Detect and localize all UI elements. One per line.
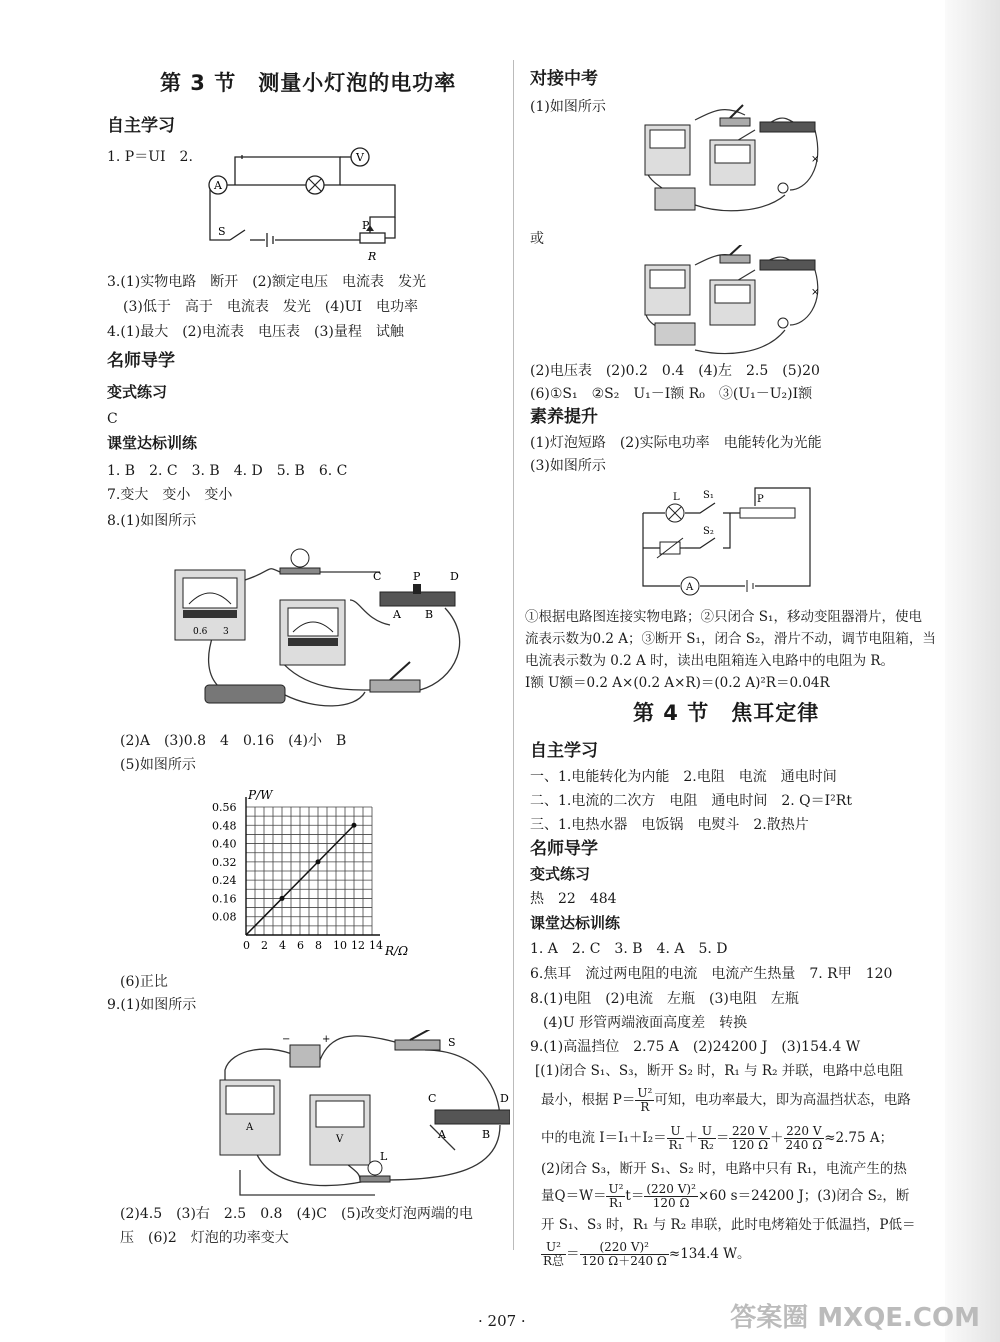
svg-text:×: × xyxy=(811,287,820,298)
explain-e5: 量Q＝W＝ $\frac{\text{U²}}{\text{R₁}}$ t＝ $\frac{\text{(220 V)²}}{120 \Omega}$ ×60 s＝24200 J；(3)闭合 S₂，断 xyxy=(541,1182,910,1210)
svg-text:V: V xyxy=(356,151,364,164)
page-edge-shadow xyxy=(945,0,1000,1342)
heading-bianshi-4: 变式练习 xyxy=(530,865,591,883)
answer-c8: 8.(1)电阻 (2)电流 左瓶 (3)电阻 左瓶 xyxy=(530,991,799,1007)
answer-k7: 7.变大 变小 变小 xyxy=(107,487,233,503)
heading-zizhu-4: 自主学习 xyxy=(530,741,598,761)
y-tick-label: 0.32 xyxy=(212,855,237,869)
svg-text:A: A xyxy=(438,1128,446,1141)
physical-circuit-8 xyxy=(165,540,475,720)
svg-text:D: D xyxy=(450,570,459,583)
heading-suyang: 素养提升 xyxy=(530,407,598,427)
explain-s3: ①根据电路图连接实物电路；②只闭合 S₁，移动变阻器滑片，使电 xyxy=(525,609,922,625)
battery-icon xyxy=(205,685,285,703)
heading-mingshi-4: 名师导学 xyxy=(530,839,598,859)
bianshi-answer: C xyxy=(107,411,118,427)
bianshi-answer-4: 热 22 484 xyxy=(530,891,617,907)
rheostat-r2-icon xyxy=(760,260,815,270)
answer-r2: (2)电压表 (2)0.2 0.4 (4)左 2.5 (5)20 xyxy=(530,363,820,379)
y-tick-label: 0.48 xyxy=(212,819,237,833)
bulb-r2-icon xyxy=(778,318,788,328)
circuit-diagram-s xyxy=(635,478,835,603)
heading-duijie: 对接中考 xyxy=(530,69,598,89)
svg-text:S: S xyxy=(218,225,226,238)
svg-text:A: A xyxy=(214,179,222,192)
page-number: · 207 · xyxy=(478,1312,526,1330)
column-divider xyxy=(513,60,514,1250)
svg-text:×: × xyxy=(811,154,820,165)
rheostat-r1-icon xyxy=(760,122,815,132)
answer-k1-6: 1. B 2. C 3. B 4. D 5. B 6. C xyxy=(107,463,348,479)
switch-9-icon xyxy=(395,1040,440,1050)
explain-e3: 中的电流 I＝I₁＋I₂＝ $\frac{U}{\text{R₁}}$ ＋ $\frac{U}{\text{R₂}}$ ＝ $\frac{220 V}{120 \Omega}$ ＋ $\frac{220 V}{240 \Omega}$ ≈2.75 A； xyxy=(541,1124,894,1152)
answer-k8b: (2)A (3)0.8 4 0.16 (4)小 B xyxy=(120,733,347,749)
bulb-r1-icon xyxy=(778,183,788,193)
y-tick-label: 0.08 xyxy=(212,910,237,924)
answer-4: 4.(1)最大 (2)电流表 电压表 (3)量程 试触 xyxy=(107,324,404,340)
heading-bianshi: 变式练习 xyxy=(107,383,168,401)
answer-k9c: 压 (6)2 灯泡的功率变大 xyxy=(120,1230,289,1246)
bulb-9-icon xyxy=(368,1161,382,1175)
svg-text:D: D xyxy=(500,1092,509,1105)
rheostat-s-icon xyxy=(740,508,795,518)
svg-text:C: C xyxy=(373,570,382,583)
heading-ketang-4: 课堂达标训练 xyxy=(530,914,621,932)
bulb-icon xyxy=(291,549,309,567)
svg-text:V: V xyxy=(336,1134,344,1145)
answer-k9: 9.(1)如图所示 xyxy=(107,997,197,1013)
explain-s4: 流表示数为0.2 A；③断开 S₁，闭合 S₂，滑片不动，调节电阻箱，当 xyxy=(525,631,936,647)
answer-z3: 三、1.电热水器 电饭锅 电熨斗 2.散热片 xyxy=(530,817,809,833)
data-point xyxy=(316,859,321,864)
section-title-3: 第 3 节 测量小灯泡的电功率 xyxy=(160,71,457,95)
explain-s5: 电流表示数为 0.2 A 时，读出电阻箱连入电路中的电阻为 R。 xyxy=(525,653,895,669)
svg-text:S₂: S₂ xyxy=(703,526,714,537)
heading-mingshi: 名师导学 xyxy=(107,351,175,371)
svg-text:L: L xyxy=(380,1150,388,1163)
switch-r2-icon xyxy=(720,255,750,263)
x-tick-label: 2 xyxy=(261,939,268,952)
rheostat-9-icon xyxy=(435,1110,510,1124)
rheostat-device-icon xyxy=(380,592,455,606)
explain-s6: I额 U额＝0.2 A×(0.2 A×R)＝(0.2 A)²R＝0.04R xyxy=(525,675,830,691)
chart-xlabel: R/Ω xyxy=(385,944,409,958)
rheostat-icon xyxy=(360,233,385,243)
explain-e4: (2)闭合 S₃，断开 S₁、S₂ 时，电路中只有 R₁，电流产生的热 xyxy=(541,1161,907,1177)
x-tick-label: 14 xyxy=(369,939,383,952)
heading-zizhu: 自主学习 xyxy=(107,116,175,136)
explain-e2: 最小，根据 P＝ $\frac{\text{U²}}{R}$ 可知，电功率最大，即为高温挡状态，电路 xyxy=(541,1086,911,1114)
y-tick-label: 0.56 xyxy=(212,801,237,814)
x-tick-label: 6 xyxy=(297,939,304,952)
x-tick-label: 12 xyxy=(351,939,365,952)
svg-text:A: A xyxy=(686,582,694,593)
x-tick-label: 4 xyxy=(279,939,286,952)
physical-circuit-r1 xyxy=(635,100,825,220)
svg-text:P: P xyxy=(757,494,764,505)
power-resistance-chart xyxy=(210,785,410,965)
x-tick-label: 10 xyxy=(333,939,347,952)
answer-z1: 一、1.电能转化为内能 2.电阻 电流 通电时间 xyxy=(530,769,837,785)
circuit-diagram-1 xyxy=(190,145,400,265)
answer-r1: (1)如图所示 xyxy=(530,99,606,115)
answer-c1-5: 1. A 2. C 3. B 4. A 5. D xyxy=(530,941,728,957)
svg-text:S: S xyxy=(448,1036,456,1049)
svg-text:S₁: S₁ xyxy=(703,490,714,501)
y-tick-label: 0.40 xyxy=(212,837,237,851)
y-tick-label: 0.16 xyxy=(212,892,237,906)
x-tick-label: 0 xyxy=(243,939,250,952)
y-tick-label: 0.24 xyxy=(212,874,237,888)
svg-text:L: L xyxy=(673,492,680,503)
svg-text:A: A xyxy=(393,608,401,621)
explain-e1: [(1)闭合 S₁、S₃，断开 S₂ 时，R₁ 与 R₂ 并联，电路中总电阻 xyxy=(535,1063,904,1079)
answer-c8b: (4)U 形管两端液面高度差 转换 xyxy=(543,1015,748,1031)
answer-z2: 二、1.电流的二次方 电阻 通电时间 2. Q＝I²Rt xyxy=(530,793,852,809)
data-point xyxy=(352,823,357,828)
svg-text:P: P xyxy=(413,570,421,583)
x-tick-label: 8 xyxy=(315,939,322,952)
power-box-r1-icon xyxy=(655,188,695,210)
answer-k8c: (5)如图所示 xyxy=(120,757,196,773)
svg-text:0.6: 0.6 xyxy=(193,627,208,637)
explain-e6: 开 S₁、S₃ 时，R₁ 与 R₂ 串联，此时电烤箱处于低温挡，P低＝ xyxy=(541,1217,916,1233)
svg-text:C: C xyxy=(428,1092,437,1105)
physical-circuit-9 xyxy=(210,1030,510,1200)
svg-text:+: + xyxy=(322,1034,331,1045)
svg-text:3: 3 xyxy=(223,627,229,637)
answer-1-2: 1. P＝UI 2. xyxy=(107,149,193,165)
heading-ketang: 课堂达标训练 xyxy=(107,434,198,452)
svg-text:A: A xyxy=(246,1122,254,1133)
answer-3a: 3.(1)实物电路 断开 (2)额定电压 电流表 发光 xyxy=(107,274,427,290)
answer-s1: (1)灯泡短路 (2)实际电功率 电能转化为光能 xyxy=(530,435,822,451)
svg-text:−: − xyxy=(282,1034,291,1045)
answer-s2: (3)如图所示 xyxy=(530,458,606,474)
switch-icon xyxy=(370,680,420,692)
svg-text:P: P xyxy=(362,219,370,232)
answer-k8: 8.(1)如图所示 xyxy=(107,513,197,529)
watermark-logo: 答案圈 MXQE.COM xyxy=(730,1303,980,1333)
answer-c6-7: 6.焦耳 流过两电阻的电流 电流产生热量 7. R甲 120 xyxy=(530,966,893,982)
svg-text:B: B xyxy=(482,1128,491,1141)
chart-ylabel: P/W xyxy=(248,788,273,802)
physical-circuit-r1-alt xyxy=(635,245,825,360)
section-title-4: 第 4 节 焦耳定律 xyxy=(633,701,820,725)
power-box-r2-icon xyxy=(655,323,695,345)
label-or: 或 xyxy=(530,231,544,247)
answer-3b: (3)低于 高于 电流表 发光 (4)UI 电功率 xyxy=(123,299,418,315)
answer-r3: (6)①S₁ ②S₂ U₁－I额 R₀ ③(U₁－U₂)I额 xyxy=(530,386,813,402)
answer-c9: 9.(1)高温挡位 2.75 A (2)24200 J (3)154.4 W xyxy=(530,1039,861,1055)
data-point xyxy=(280,896,285,901)
answer-k8-6: (6)正比 xyxy=(120,974,168,990)
switch-r1-icon xyxy=(720,118,750,126)
svg-text:R: R xyxy=(368,250,377,263)
explain-e7: $\frac{\text{U²}}{\text{R总}}$ ＝ $\frac{\text{(220 V)²}}{120 \Omega+240 \Omega}$ ≈134.4 W。 xyxy=(543,1240,751,1268)
answer-k9b: (2)4.5 (3)右 2.5 0.8 (4)C (5)改变灯泡两端的电 xyxy=(120,1206,473,1222)
svg-text:B: B xyxy=(425,608,434,621)
battery-box-icon xyxy=(290,1045,320,1067)
